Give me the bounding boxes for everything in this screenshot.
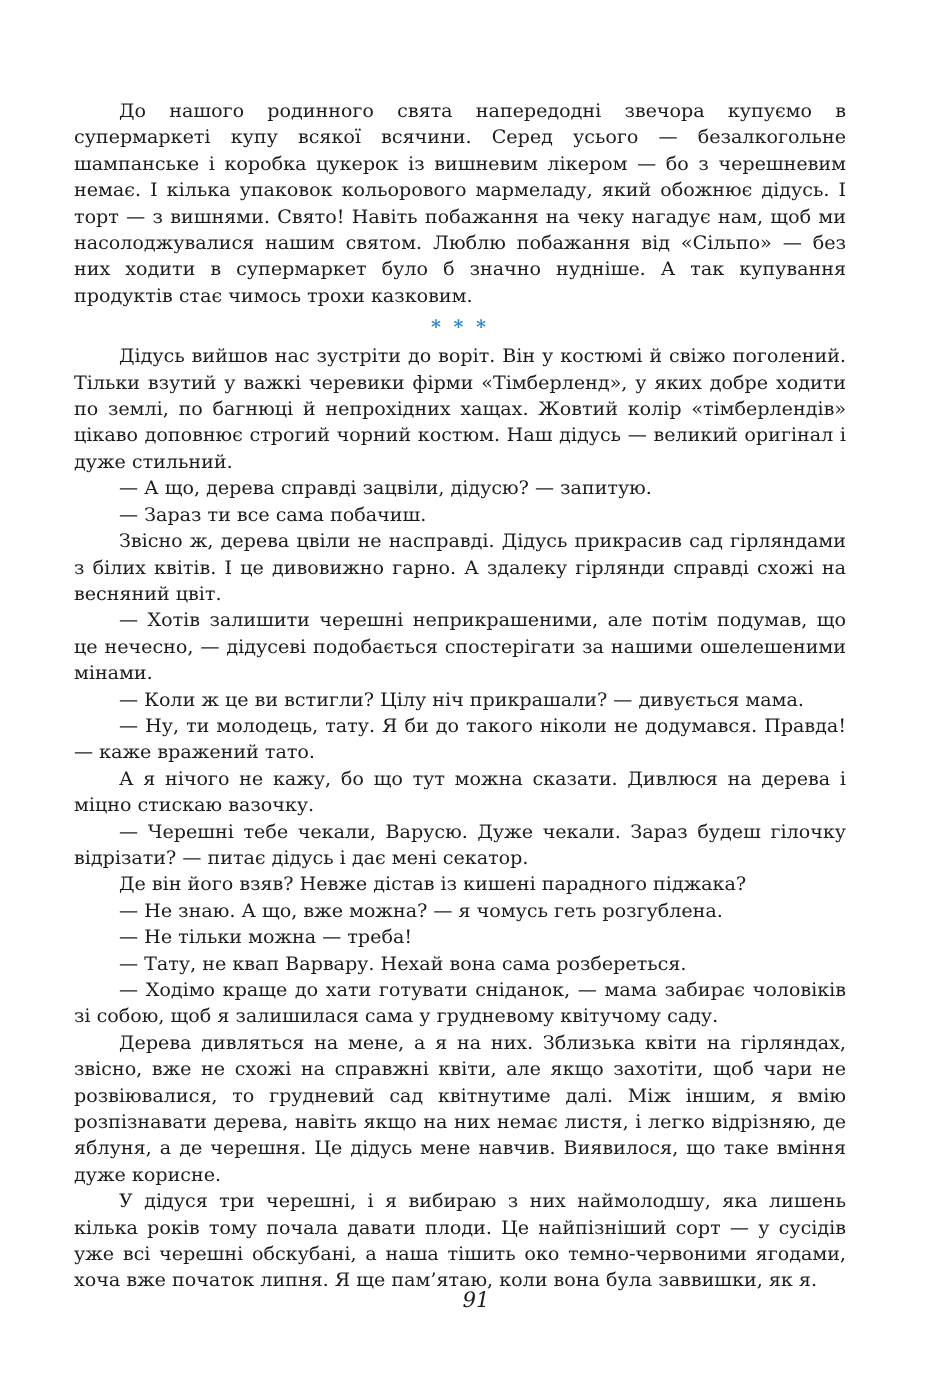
dialogue-line: — Хотів залишити черешні неприкрашеними, але потім подумав, що це нечесно, — дідусеві подобається спостерігати за нашими ошелешеними мінами. xyxy=(74,608,846,685)
paragraph-cherries: У дідуся три черешні, і я вибираю з них наймолодшу, яка лишень кілька років тому почала давати плоди. Це найпізніший сорт — у сусідів уже всі черешні обскубані, а наша тішить око темно-червоними ягодами, хоча вже початок липня. Я ще пам’ятаю, коли вона була заввишки, як я. xyxy=(74,1189,846,1292)
page-text xyxy=(74,98,846,1294)
dialogue-line: — Ну, ти молодець, тату. Я би до такого ніколи не додумався. Правда! — каже вражений тато. xyxy=(74,713,846,764)
dialogue-line: — Черешні тебе чекали, Варусю. Дуже чекали. Зараз будеш гілочку відрізати? — питає дідусь і дає мені секатор. xyxy=(74,819,846,869)
paragraph-grandpa-gate: Дідусь вийшов нас зустріти до воріт. Він у костюмі й свіжо поголений. Тільки взутий у важкі черевики фірми «Тімберленд», у яких добре ходити по землі, по багнюці й непрохідних хащах. Жовтий колір «тімберлендів» цікаво доповнює строгий чорний костюм. Наш дідусь — великий оригінал і дуже стильний. xyxy=(74,344,846,473)
paragraph-secateurs: Де він його взяв? Невже дістав із кишені парадного піджака? xyxy=(119,872,747,896)
dialogue-line: — Тату, не квап Варвару. Нехай вона сама розбереться. xyxy=(119,951,687,975)
dialogue-line: — Не тільки можна — треба! xyxy=(119,925,412,949)
page-number: 91 xyxy=(462,1288,490,1312)
paragraph-garlands: Звісно ж, дерева цвіли не насправді. Дідусь прикрасив сад гірляндами з білих квітів. І це дивовижно гарно. А здалеку гірлянди справді схожі на весняний цвіт. xyxy=(74,529,846,605)
dialogue-line: — Зараз ти все сама побачиш. xyxy=(119,502,427,526)
paragraph-supermarket: До нашого родинного свята напередодні звечора купуємо в супермаркеті купу всякої всячини. Серед усього — безалкогольне шампанське і коробка цукерок із вишневим лікером — бо з черешневим немає. І кілька упаковок кольорового мармеладу, який обожнює дідусь. І торт — з вишнями. Свято! Навіть побажання на чеку нагадує нам, щоб ми насолоджувалися нашим святом. Люблю побажання від «Сільпо» — без них ходити в супермаркет було б значно нудніше. А так купування продуктів стає чимось трохи казковим. xyxy=(74,99,846,307)
paragraph-trees: Дерева дивляться на мене, а я на них. Зблизька квіти на гірляндах, звісно, вже не схожі на справжні квіти, але якщо захотіти, щоб чари не розвіювалися, то грудневий сад квітнутиме далі. Між іншим, я вмію розпізнавати дерева, навіть якщо на них немає листя, і легко відрізняю, де яблуня, а де черешня. Це дідусь мене навчив. Виявилося, що таке вміння дуже корисне. xyxy=(74,1030,846,1186)
paragraph-vase: А я нічого не кажу, бо що тут можна сказати. Дивлюся на дерева і міцно стискаю вазочку. xyxy=(74,766,846,817)
dialogue-line: — Ходімо краще до хати готувати сніданок, — мама забирає чоловіків зі собою, щоб я залишилася сама у грудневому квітучому саду. xyxy=(74,978,846,1028)
dialogue-line: — Коли ж це ви встигли? Цілу ніч прикрашали? — дивується мама. xyxy=(119,687,804,711)
section-separator: * * * xyxy=(430,316,490,339)
dialogue-line: — Не знаю. А що, вже можна? — я чомусь геть розгублена. xyxy=(119,898,723,922)
dialogue-line: — А що, дерева справді зацвіли, дідусю? — запитую. xyxy=(119,476,652,500)
